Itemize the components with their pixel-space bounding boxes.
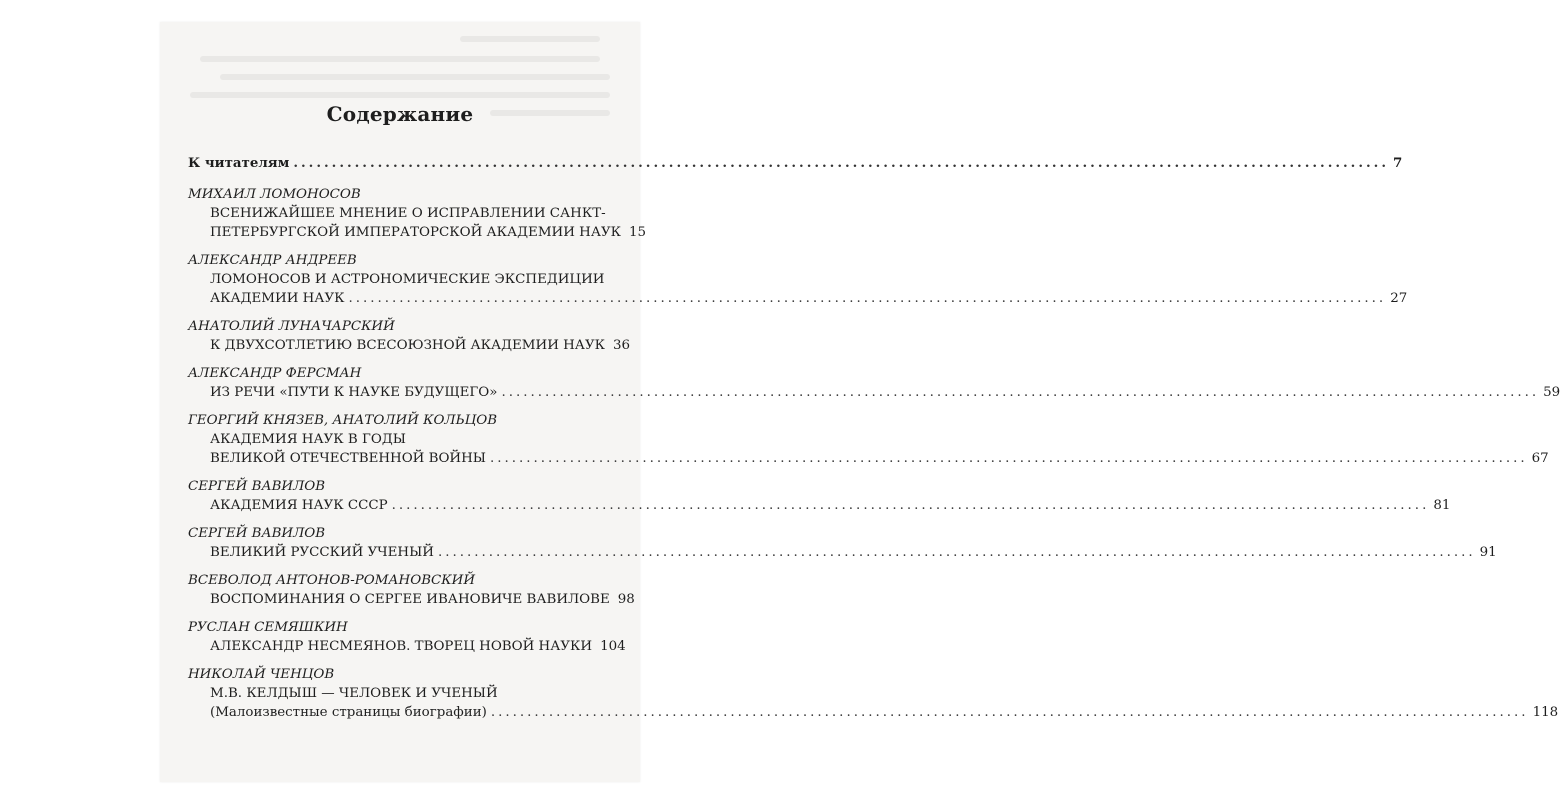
entry-title-line: АКАДЕМИЯ НАУК СССР [210,498,388,513]
entry-author: АЛЕКСАНДР ФЕРСМАН [188,366,362,381]
entry-title-line: ЛОМОНОСОВ И АСТРОНОМИЧЕСКИЕ ЭКСПЕДИЦИИ [210,272,605,287]
entry-title-line: ВОСПОМИНАНИЯ О СЕРГЕЕ ИВАНОВИЧЕ ВАВИЛОВЕ [210,592,610,607]
toc-entry [188,411,1549,468]
toc-entry [188,665,1559,722]
toc-entry [188,618,626,656]
entry-author: СЕРГЕЙ ВАВИЛОВ [188,526,326,541]
page-number: 36 [613,338,631,353]
entry-title-line: К ДВУХСОТЛЕТИЮ ВСЕСОЮЗНОЙ АКАДЕМИИ НАУК [210,338,605,353]
toc-entry [188,251,1408,308]
entry-title-row [188,336,631,355]
entry-author: ВСЕВОЛОД АНТОНОВ-РОМАНОВСКИЙ [188,573,476,588]
dot-leader [438,543,1476,562]
dot-leader [349,289,1387,308]
entry-title-line: АКАДЕМИИ НАУК [210,291,345,306]
entry-title-row [188,637,626,656]
entry-title-line: (Малоизвестные страницы биографии) [210,705,487,720]
entry-title-line: ИЗ РЕЧИ «ПУТИ К НАУКЕ БУДУЩЕГО» [210,385,498,400]
table-of-contents [188,154,1560,731]
toc-intro-title: К читателям [188,155,290,171]
page-number: 15 [629,225,647,240]
entry-title-row [188,289,1408,308]
page-number: 98 [617,592,635,607]
toc-entry [188,364,1560,402]
toc-entry [188,185,647,242]
dot-leader [490,449,1528,468]
toc-intro-row [188,154,1403,173]
entry-author: РУСЛАН СЕМЯШКИН [188,620,348,635]
entry-author: АЛЕКСАНДР АНДРЕЕВ [188,253,357,268]
page-number: 7 [1393,155,1403,171]
entry-author: СЕРГЕЙ ВАВИЛОВ [188,479,326,494]
page-number: 59 [1543,385,1560,400]
entry-title-row [188,223,647,242]
page-number: 81 [1433,498,1451,513]
toc-entry [188,571,635,609]
page-title: Содержание [326,102,474,126]
entry-author: МИХАИЛ ЛОМОНОСОВ [188,187,361,202]
entry-title-row [188,449,1549,468]
page-number: 104 [600,639,626,654]
page-number: 91 [1479,545,1497,560]
entry-title-line: ПЕТЕРБУРГСКОЙ ИМПЕРАТОРСКОЙ АКАДЕМИИ НАУК [210,225,622,240]
dot-leader [491,703,1529,722]
entry-author: АНАТОЛИЙ ЛУНАЧАРСКИЙ [188,319,395,334]
toc-entry [188,477,1451,515]
dot-leader [293,154,1389,173]
page-number: 67 [1531,451,1549,466]
dot-leader [392,496,1430,515]
page-number: 27 [1390,291,1408,306]
entry-title-row [188,703,1559,722]
entry-author: ГЕОРГИЙ КНЯЗЕВ, АНАТОЛИЙ КОЛЬЦОВ [188,413,498,428]
dot-leader [501,383,1539,402]
toc-entry [188,317,631,355]
entry-title-line: АКАДЕМИЯ НАУК В ГОДЫ [210,432,406,447]
entry-title-line: ВСЕНИЖАЙШЕЕ МНЕНИЕ О ИСПРАВЛЕНИИ САНКТ- [210,206,606,221]
entry-title-line: ВЕЛИКОЙ ОТЕЧЕСТВЕННОЙ ВОЙНЫ [210,451,486,466]
book-page [160,22,1560,782]
entry-title-row [188,383,1560,402]
entry-title-row [188,496,1451,515]
page-number: 118 [1532,705,1559,720]
entry-title-line: ВЕЛИКИЙ РУССКИЙ УЧЕНЫЙ [210,545,434,560]
entry-title-row [188,543,1497,562]
entry-title-row [188,590,635,609]
toc-entry [188,524,1497,562]
entry-title-line: М.В. КЕЛДЫШ — ЧЕЛОВЕК И УЧЕНЫЙ [210,686,498,701]
entry-author: НИКОЛАЙ ЧЕНЦОВ [188,667,335,682]
entry-title-line: АЛЕКСАНДР НЕСМЕЯНОВ. ТВОРЕЦ НОВОЙ НАУКИ [210,639,593,654]
